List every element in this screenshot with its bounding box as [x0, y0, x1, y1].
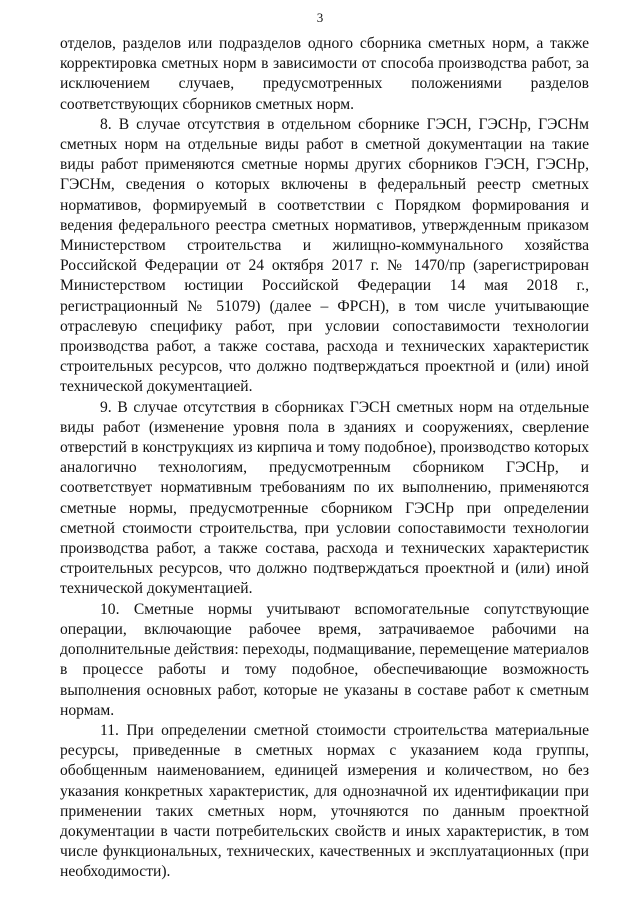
paragraph-8: 8. В случае отсутствия в отдельном сборнике ГЭСН, ГЭСНр, ГЭСНм сметных норм на отдельные виды работ в сметной документации на такие виды работ применяются сметные нормы других сборников ГЭСН, ГЭСНр, ГЭСНм, сведения о которых включены в федеральный реестр сметных нормативов, формируемый в соответствии с Порядком формирования и ведения федерального реестра сметных нормативов, утвержденным приказом Министерством строительства и жилищно-коммунального хозяйства Российской Федерации от 24 октября 2017 г. № 1470/пр (зарегистрирован Министерством юстиции Российской Федерации 14 мая 2018 г., регистрационный № 51079) (далее – ФРСН), в том числе учитывающие отраслевую специфику работ, при условии сопоставимости технологии производства работ, а также состава, расхода и технических характеристик строительных ресурсов, что должно подтверждаться проектной и (или) иной технической документацией. [60, 115, 589, 396]
page-number: 3 [316, 10, 324, 25]
paragraph-10: 10. Сметные нормы учитывают вспомогательные сопутствующие операции, включающие рабочее время, затрачиваемое рабочими на дополнительные действия: переходы, подмащивание, перемещение материалов в процессе работы и тому подобное, обеспечивающие возможность выполнения основных работ, которые не указаны в составе работ к сметным нормам. [60, 600, 589, 719]
paragraph-11: 11. При определении сметной стоимости строительства материальные ресурсы, приведенные в сметных нормах с указанием кода группы, обобщенным наименованием, единицей измерения и количеством, но без указания конкретных характеристик, для однозначной их идентификации при применении таких сметных норм, уточняются по данным проектной документации в части потребительских свойств и иных характеристик, в том числе функциональных, технических, качественных и эксплуатационных (при необходимости). [60, 721, 589, 881]
document-body [60, 34, 589, 883]
paragraph-continuation: отделов, разделов или подразделов одного сборника сметных норм, а также корректировка сметных норм в зависимости от способа производства работ, за исключением случаев, предусмотренных положениями разделов соответствующих сборников сметных норм. [60, 35, 589, 113]
paragraph-9: 9. В случае отсутствия в сборниках ГЭСН сметных норм на отдельные виды работ (изменение уровня пола в зданиях и сооружениях, сверление отверстий в конструкциях из кирпича и тому подобное), производство которых аналогично технологиям, предусмотренным сборником ГЭСНр, и соответствует нормативным требованиям по их выполнению, применяются сметные нормы, предусмотренные сборником ГЭСНр при определении сметной стоимости строительства, при условии сопоставимости технологии производства работ, а также состава, расхода и технических характеристик строительных ресурсов, что должно подтверждаться проектной и (или) иной технической документацией. [60, 398, 589, 598]
